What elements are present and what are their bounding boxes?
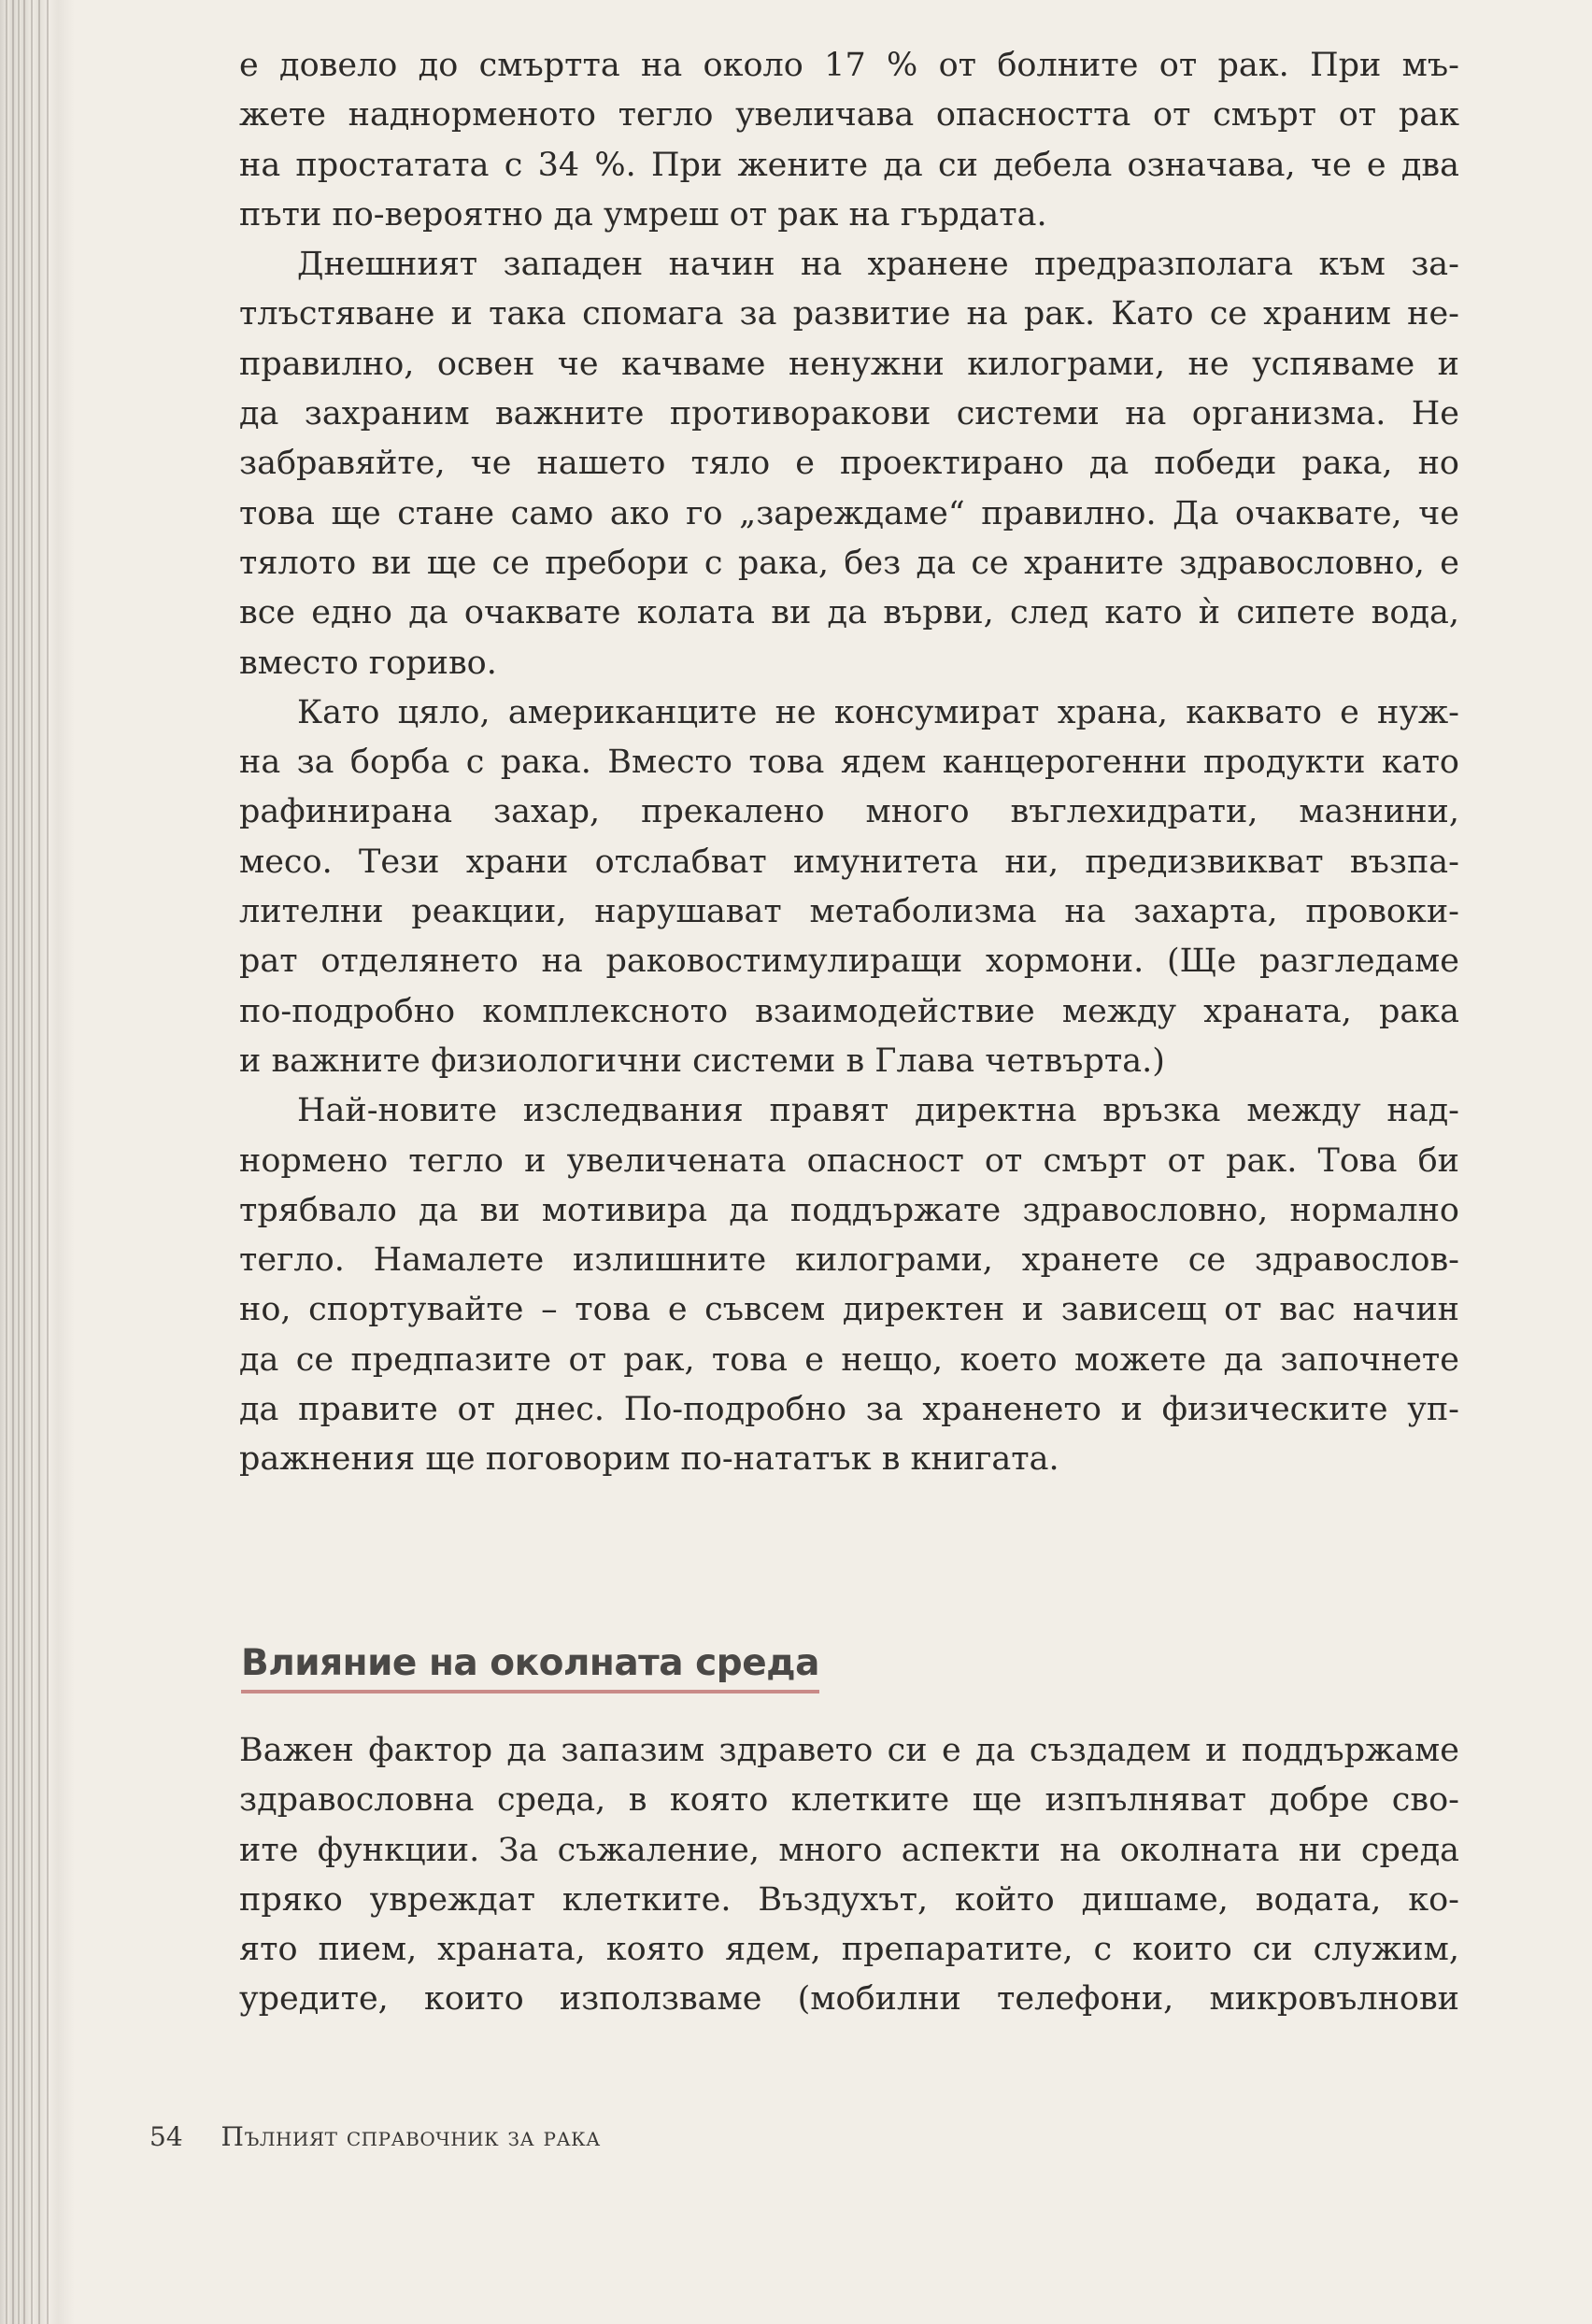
text-line: по-подробно комплексното взаимодействие между храната, рака [239, 992, 1459, 1030]
text-line: да правите от днес. По-подробно за храненето и физическите уп- [239, 1391, 1459, 1429]
text-line: на простатата с 34 %. При жените да си дебела означава, че е два [239, 146, 1459, 184]
text-line: месо. Тези храни отслабват имунитета ни, предизвикват възпа- [239, 843, 1459, 881]
text-line: правилно, освен че качваме ненужни килограми, не успяваме и [239, 345, 1459, 383]
paragraph-1 [239, 41, 1459, 240]
text-line: жете наднорменото тегло увеличава опасността от смърт от рак [239, 96, 1459, 135]
text-line: уредите, които използваме (мобилни телефони, микровълнови [239, 1980, 1459, 2019]
running-title: Пълният справочник за рака [220, 2121, 601, 2152]
text-line: тегло. Намалете излишните килограми, хранете се здравослов- [239, 1241, 1459, 1280]
text-line: но, спортувайте – това е съвсем директен и зависещ от вас начин [239, 1291, 1459, 1329]
text-line: забравяйте, че нашето тяло е проектирано да победи рака, но [239, 445, 1459, 483]
text-line: пъти по-вероятно да умреш от рак на гърдата. [239, 195, 1047, 234]
page-edge [0, 0, 75, 2324]
text-line: да се предпазите от рак, това е нещо, което можете да започнете [239, 1340, 1459, 1379]
page-number: 54 [149, 2121, 183, 2152]
text-line: и важните физиологични системи в Глава четвърта.) [239, 1042, 1165, 1080]
text-line: рат отделянето на раковостимулиращи хормони. (Ще разгледаме [239, 942, 1459, 981]
text-line: това ще стане само ако го „зареждаме“ правилно. Да очаквате, че [239, 494, 1459, 532]
text-line: Най-новите изследвания правят директна връзка между над- [297, 1092, 1459, 1130]
paragraph-4 [239, 1086, 1459, 1484]
text-line: Като цяло, американците не консумират храна, каквато е нуж- [297, 693, 1459, 731]
text-line: Важен фактор да запазим здравето си е да създадем и поддържаме [239, 1732, 1459, 1769]
text-line: здравословна среда, в която клетките ще изпълняват добре сво- [239, 1781, 1459, 1820]
text-line: лителни реакции, нарушават метаболизма на захарта, провоки- [239, 893, 1459, 931]
text-line: трябвало да ви мотивира да поддържате здравословно, нормално [239, 1191, 1459, 1229]
text-line: рафинирана захар, прекалено много въглехидрати, мазнини, [239, 793, 1459, 831]
body-text [239, 41, 1459, 1485]
text-line: все едно да очаквате колата ви да върви, след като ѝ сипете вода, [239, 594, 1459, 632]
text-line: на за борба с рака. Вместо това ядем канцерогенни продукти като [239, 744, 1459, 782]
text-line: Днешният западен начин на хранене предразполага към за- [297, 246, 1459, 284]
section-paragraph [239, 1726, 1459, 2025]
section-heading: Влияние на околната среда [241, 1642, 819, 1693]
text-line: да захраним важните противоракови системи на организма. Не [239, 395, 1459, 433]
text-line: тялото ви ще се пребори с рака, без да се храните здравословно, е [239, 544, 1459, 582]
paragraph-3 [239, 688, 1459, 1086]
text-line: вместо гориво. [239, 644, 497, 682]
text-line: ято пием, храната, която ядем, препаратите, с които си служим, [239, 1931, 1459, 1969]
text-line: тлъстяване и така спомага за развитие на рак. Като се храним не- [239, 295, 1459, 333]
text-line: нормено тегло и увеличената опасност от смърт от рак. Това би [239, 1141, 1459, 1180]
text-line: пряко увреждат клетките. Въздухът, който дишаме, водата, ко- [239, 1880, 1459, 1919]
text-line: е довело до смъртта на около 17 % от болните от рак. При мъ- [239, 47, 1459, 84]
text-line: ражнения ще поговорим по-нататък в книгата. [239, 1440, 1059, 1479]
page-footer [149, 2121, 601, 2152]
text-line: ите функции. За съжаление, много аспекти на околната ни среда [239, 1831, 1459, 1869]
paragraph-2 [239, 240, 1459, 688]
